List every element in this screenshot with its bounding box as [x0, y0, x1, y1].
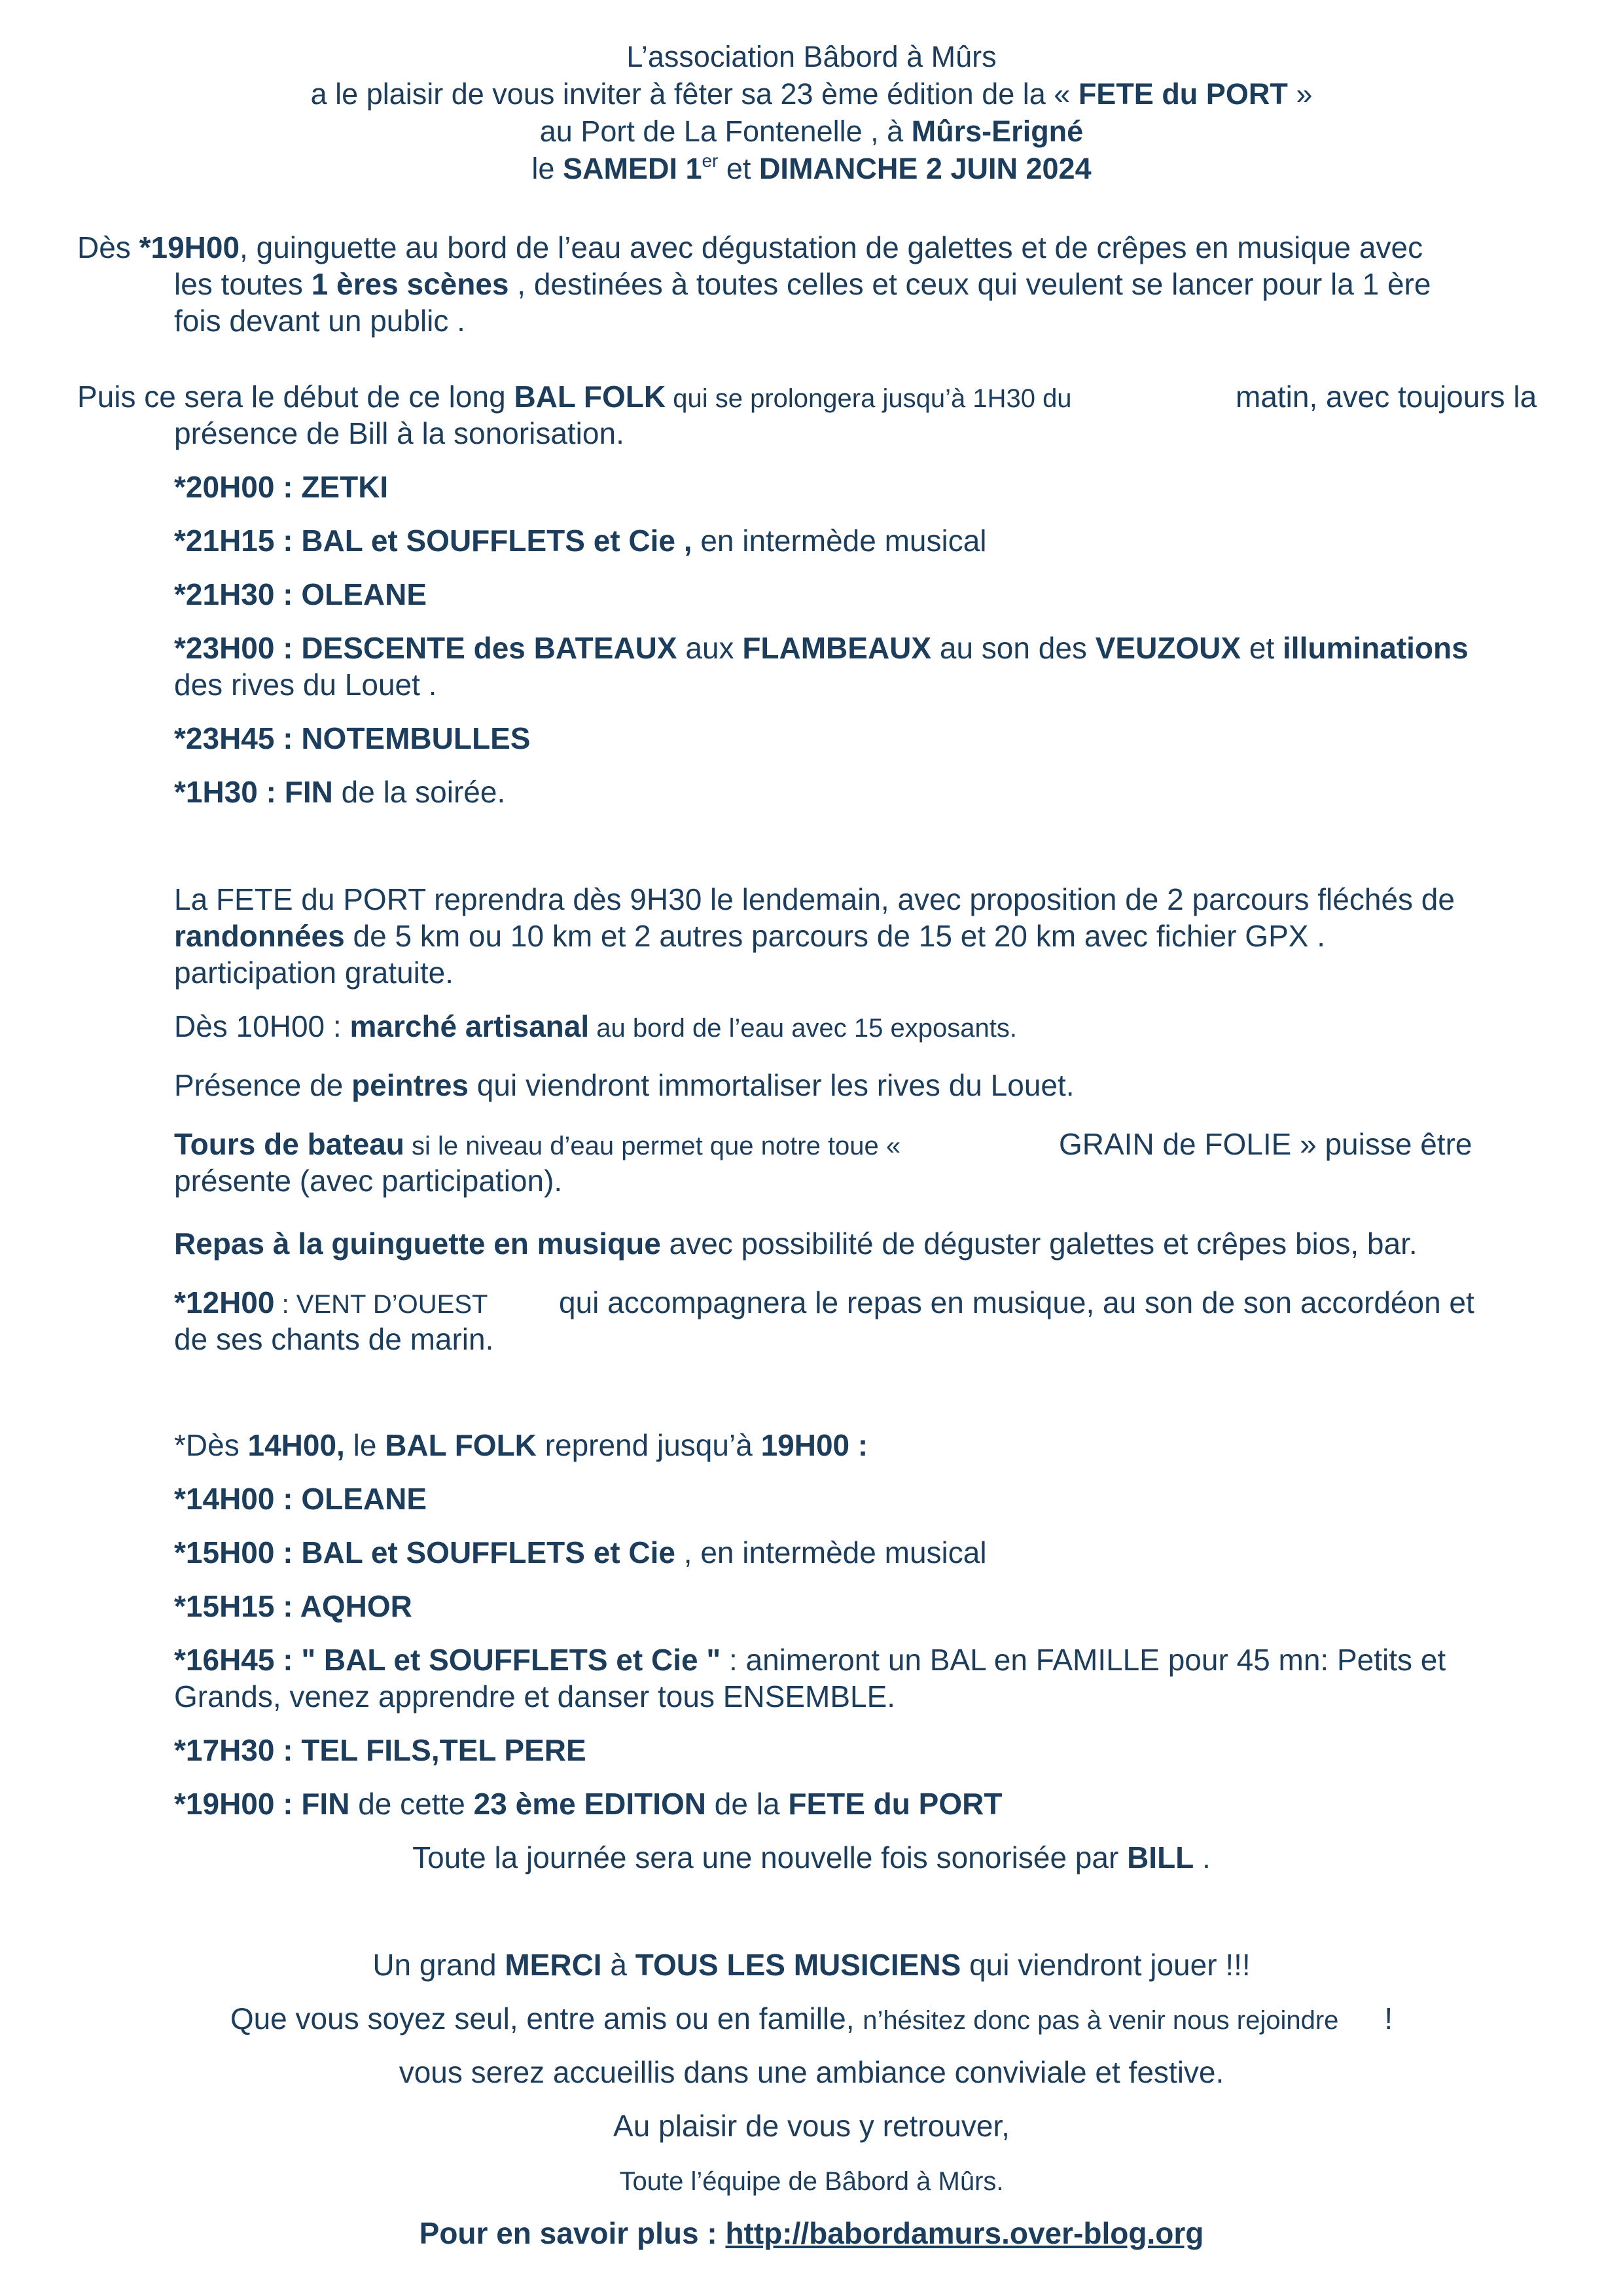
bal-folk-intro-line2: présence de Bill à la sonorisation.	[174, 416, 624, 450]
randonnees-line3: participation gratuite.	[174, 956, 454, 990]
vent-douest-end: qui accompagnera le repas en musique, au son de son accordéon et	[559, 1285, 1474, 1319]
schedule-21h15: *21H15 : BAL et SOUFFLETS et Cie , en intermède musical	[174, 524, 987, 558]
merci-line: Un grand MERCI à TOUS LES MUSICIENS qui viendront jouer !!!	[372, 1948, 1251, 1982]
schedule-21h30: *21H30 : OLEANE	[174, 577, 427, 611]
schedule-1h30: *1H30 : FIN de la soirée.	[174, 775, 506, 809]
schedule-16h45: *16H45 : " BAL et SOUFFLETS et Cie " : animeront un BAL en FAMILLE pour 45 mn: Petits et	[174, 1643, 1446, 1677]
schedule-23h00-line2: des rives du Louet .	[174, 668, 437, 702]
rejoindre-line: Que vous soyez seul, entre amis ou en famille, n’hésitez donc pas à venir nous rejoindre !	[230, 2001, 1393, 2036]
repas-guinguette: Repas à la guinguette en musique avec possibilité de déguster galettes et crêpes bios, bar.	[174, 1227, 1418, 1261]
schedule-15h15: *15H15 : AQHOR	[174, 1589, 412, 1623]
schedule-16h45-line2: Grands, venez apprendre et danser tous ENSEMBLE.	[174, 1679, 896, 1713]
savoir-plus-line: Pour en savoir plus : http://babordamurs.over-blog.org	[419, 2216, 1204, 2250]
location-line: au Port de La Fontenelle , à Mûrs-Erigné	[539, 115, 1084, 148]
schedule-15h00: *15H00 : BAL et SOUFFLETS et Cie , en intermède musical	[174, 1535, 987, 1570]
vent-douest: *12H00 : VENT D’OUEST	[174, 1285, 488, 1319]
signature-line: Toute l’équipe de Bâbord à Mûrs.	[619, 2167, 1004, 2196]
schedule-20h00: *20H00 : ZETKI	[174, 470, 389, 504]
tours-bateau: Tours de bateau si le niveau d’eau permet que notre toue «	[174, 1127, 901, 1161]
schedule-17h30: *17H30 : TEL FILS,TEL PERE	[174, 1733, 586, 1767]
bal-folk-sunday: *Dès 14H00, le BAL FOLK reprend jusqu’à 19H00 :	[174, 1428, 868, 1462]
randonnees-line2: randonnées de 5 km ou 10 km et 2 autres parcours de 15 et 20 km avec fichier GPX .	[174, 919, 1326, 953]
marche-artisanal: Dès 10H00 : marché artisanal au bord de l’eau avec 15 exposants.	[174, 1009, 1017, 1043]
plaisir-line: Au plaisir de vous y retrouver,	[613, 2109, 1010, 2143]
peintres-line: Présence de peintres qui viendront immortaliser les rives du Louet.	[174, 1068, 1075, 1102]
accueil-line: vous serez accueillis dans une ambiance conviviale et festive.	[399, 2055, 1224, 2089]
tours-bateau-line2: présente (avec participation).	[174, 1164, 563, 1198]
guinguette-intro-line3: fois devant un public .	[174, 304, 465, 338]
invitation-header	[0, 38, 1623, 187]
schedule-23h00: *23H00 : DESCENTE des BATEAUX aux FLAMBEAUX au son des VEUZOUX et illuminations	[174, 631, 1469, 665]
randonnees-paragraph: La FETE du PORT reprendra dès 9H30 le lendemain, avec proposition de 2 parcours fléchés de	[174, 882, 1455, 916]
tours-bateau-end: GRAIN de FOLIE » puisse être	[1059, 1127, 1472, 1161]
sonorisation-line: Toute la journée sera une nouvelle fois sonorisée par BILL .	[412, 1840, 1211, 1874]
bal-folk-intro-end: matin, avec toujours la	[1236, 380, 1537, 414]
date-line: le SAMEDI 1er et DIMANCHE 2 JUIN 2024	[531, 151, 1092, 185]
guinguette-intro-line2: les toutes 1 ères scènes , destinées à toutes celles et ceux qui veulent se lancer pour la 1 ère	[174, 267, 1431, 301]
bal-folk-intro: Puis ce sera le début de ce long BAL FOLK qui se prolongera jusqu’à 1H30 du	[77, 380, 1072, 414]
vent-douest-line2: de ses chants de marin.	[174, 1322, 494, 1356]
schedule-14h00: *14H00 : OLEANE	[174, 1482, 427, 1516]
guinguette-intro: Dès *19H00, guinguette au bord de l’eau avec dégustation de galettes et de crêpes en musique avec	[77, 230, 1423, 264]
schedule-23h45: *23H45 : NOTEMBULLES	[174, 721, 531, 755]
association-name: L’association Bâbord à Mûrs	[626, 40, 997, 73]
blog-link[interactable]: http://babordamurs.over-blog.org	[725, 2216, 1204, 2250]
schedule-19h00: *19H00 : FIN de cette 23 ème EDITION de la FETE du PORT	[174, 1787, 1003, 1821]
invitation-line: a le plaisir de vous inviter à fêter sa 23 ème édition de la « FETE du PORT »	[310, 77, 1313, 111]
